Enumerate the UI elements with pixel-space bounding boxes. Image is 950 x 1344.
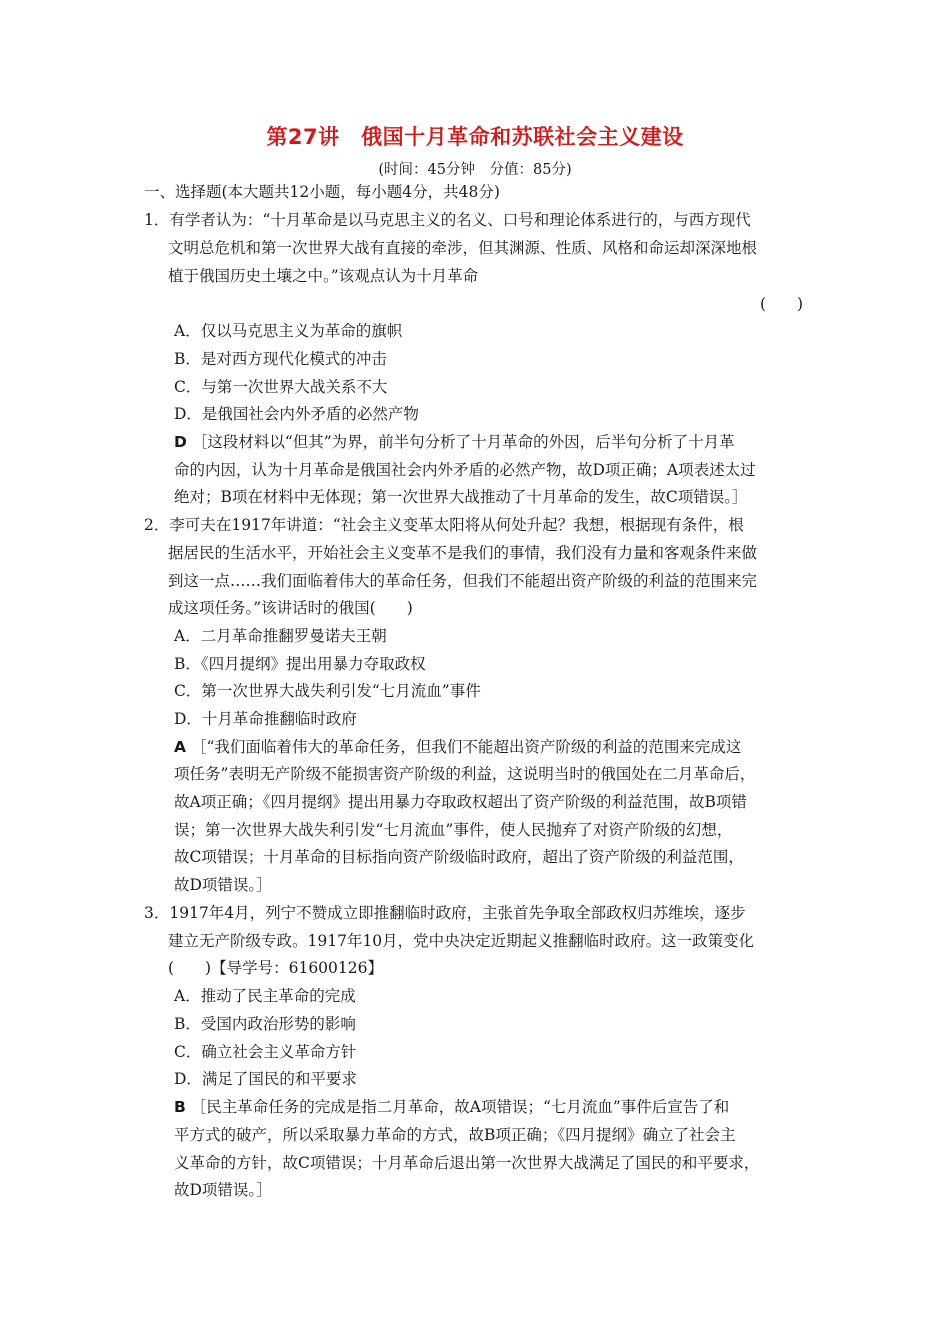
q2-stem-line: 据居民的生活水平，开始社会主义变革不是我们的事情，我们没有力量和客观条件来做 (168, 544, 758, 562)
q2-explanation-line: 故D项错误。］ (174, 876, 272, 894)
q1-explanation-line (174, 432, 735, 452)
q3-option-a: A．推动了民主革命的完成 (174, 987, 356, 1005)
q1-explanation-line: 绝对；B项在材料中无体现；第一次世界大战推动了十月革命的发生，故C项错误。］ (174, 488, 748, 506)
q3-option-c: C．确立社会主义革命方针 (174, 1043, 357, 1061)
q2-explanation-line (174, 737, 741, 757)
q2-explanation-line: 故A项正确；《四月提纲》提出用暴力夺取政权超出了资产阶级的利益范围，故B项错 (174, 793, 747, 811)
q2-explanation-line: 项任务”表明无产阶级不能损害资产阶级的利益，这说明当时的俄国处在二月革命后， (174, 765, 756, 783)
exam-meta: (时间：45分钟 分值：85分) (378, 162, 572, 178)
section-heading: 一、选择题(本大题共12小题，每小题4分，共48分) (144, 183, 500, 201)
q1-answer-letter: D (174, 433, 187, 451)
q1-stem-line: 1．有学者认为：“十月革命是以马克思主义的名义、口号和理论体系进行的，与西方现代 (144, 211, 751, 229)
q1-option-a: A．仅以马克思主义为革命的旗帜 (174, 322, 403, 340)
q1-stem-line: 植于俄国历史土壤之中。”该观点认为十月革命 (168, 267, 479, 285)
q3-answer-letter: B (174, 1098, 186, 1116)
q2-option-d: D．十月革命推翻临时政府 (174, 710, 357, 728)
q1-explanation-text: ［这段材料以“但其”为界，前半句分析了十月革命的外因，后半句分析了十月革 (191, 433, 735, 451)
q3-explanation-line: 故D项错误。］ (174, 1181, 272, 1199)
q2-stem-line: 到这一点……我们面临着伟大的革命任务，但我们不能超出资产阶级的利益的范围来完 (168, 572, 758, 590)
q2-explanation-line: 误；第一次世界大战失利引发“七月流血”事件，使人民抛弃了对资产阶级的幻想， (174, 821, 733, 839)
q2-explanation-text: ［“我们面临着伟大的革命任务，但我们不能超出资产阶级的利益的范围来完成这 (190, 738, 742, 756)
q3-option-d: D．满足了国民的和平要求 (174, 1070, 357, 1088)
q3-explanation-line: 义革命的方针，故C项错误；十月革命后退出第一次世界大战满足了国民的和平要求， (174, 1154, 760, 1172)
q2-explanation-line: 故C项错误；十月革命的目标指向资产阶级临时政府，超出了资产阶级的利益范围， (174, 848, 744, 866)
q1-option-d: D．是俄国社会内外矛盾的必然产物 (174, 405, 419, 423)
q1-answer-blank: ( ) (760, 295, 804, 313)
page-title: 第27讲 俄国十月革命和苏联社会主义建设 (266, 125, 684, 149)
q3-stem-line: ( )【导学号：61600126】 (168, 959, 383, 977)
q2-option-b: B．《四月提纲》提出用暴力夺取政权 (174, 655, 426, 673)
q1-stem-line: 文明总危机和第一次世界大战有直接的牵涉，但其渊源、性质、风格和命运却深深地根 (168, 239, 758, 257)
q3-stem-line: 建立无产阶级专政。1917年10月，党中央决定近期起义推翻临时政府。这一政策变化 (168, 932, 755, 950)
q3-option-b: B．受国内政治形势的影响 (174, 1015, 356, 1033)
q2-option-a: A．二月革命推翻罗曼诺夫王朝 (174, 627, 387, 645)
q1-option-b: B．是对西方现代化模式的冲击 (174, 350, 387, 368)
q3-explanation-text: ［民主革命任务的完成是指二月革命，故A项错误；“七月流血”事件后宣告了和 (190, 1098, 730, 1116)
q1-option-c: C．与第一次世界大战关系不大 (174, 378, 388, 396)
q2-option-c: C．第一次世界大战失利引发“七月流血”事件 (174, 682, 481, 700)
q1-explanation-line: 命的内因，认为十月革命是俄国社会内外矛盾的必然产物，故D项正确；A项表述太过 (174, 461, 756, 479)
q2-answer-letter: A (174, 738, 186, 756)
q2-stem-line: 2．李可夫在1917年讲道：“社会主义变革太阳将从何处升起？我想，根据现有条件，根 (144, 516, 744, 534)
q3-explanation-line (174, 1097, 729, 1117)
q3-explanation-line: 平方式的破产，所以采取暴力革命的方式，故B项正确；《四月提纲》确立了社会主 (174, 1126, 736, 1144)
q3-stem-line: 3．1917年4月，列宁不赞成立即推翻临时政府，主张首先争取全部政权归苏维埃，逐步 (144, 904, 746, 922)
q2-stem-line: 成这项任务。”该讲话时的俄国( ) (168, 599, 413, 617)
